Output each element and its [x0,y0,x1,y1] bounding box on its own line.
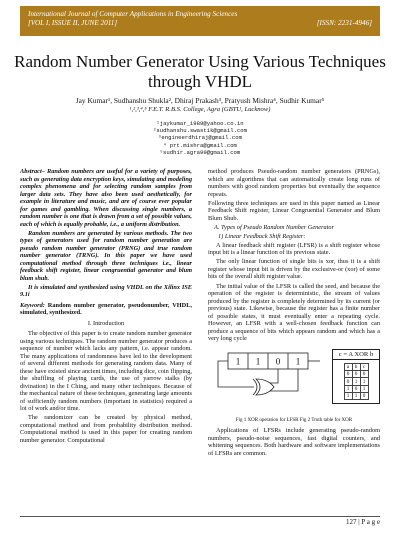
register-cell: 0 [275,356,281,367]
table-cell: 1 [344,392,352,399]
abstract-text: – Random numbers are useful for a variety of purposes, such as generating data encryption keys, simulating and modeling complex phenomena and for selecting random samples from larger data sets. They have also been used aesthetically, for example in literature and music, and are of course ever popular for games and gambling. When discussing single numbers, a random number is one that is drawn from a set of possible values, each of which is equally probable, i.e., a uniform distribution. [20,168,192,228]
author-list: Jay Kumar¹, Sudhanshu Shukla², Dhiraj Prakash³, Pratyush Mishra⁴, Sudhir Kumar⁵ [75,96,325,105]
truth-table-grid [344,363,369,400]
table-row [344,392,368,399]
table-row [344,378,368,385]
body-paragraph: method produces Pseudo-random number generators (PRNGs), which are algorithms that can automatically create long runs of numbers with good random properties but eventually the sequence repeats. [208,168,380,198]
email-line: ²sudhanshu.swastik@gmail.com [153,127,247,135]
email-line: ⁴ prt.mishra@gmail.com [163,141,237,149]
table-header-row [344,364,368,371]
section-heading-intro: I. Introduction [87,319,125,327]
table-cell: 0 [360,371,368,378]
table-cell: 1 [352,392,360,399]
journal-volume: [VOL I, ISSUE II, JUNE 2011] [28,18,118,27]
body-paragraph: The initial value of the LFSR is called the seed, and because the operation of the register is deterministic, the stream of values produced by the register is completely determined by its current (or previous) state. Likewise, because the register has a finite number of possible states, it must eventually enter a repeating cycle. However, an LFSR with a well-chosen feedback function can produce a sequence of bits which appears random and which has a very long cycle [208,282,380,343]
email-line: ⁵sudhir.agra99@gmail.com [159,148,241,156]
table-cell: 0 [344,371,352,378]
table-cell: 0 [360,392,368,399]
truth-table-title: c = A XOR b [333,350,379,361]
table-row [344,371,368,378]
intro-paragraph: The randomizer can be created by physical method, computational method and from probability distribution method. Computational method is used in this paper for creating random number generator. Computational [20,414,192,444]
register-cell: 1 [235,356,241,367]
right-column [208,168,380,459]
table-header-cell: a [344,364,352,371]
page-footer: 127 | P a g e [20,516,380,526]
table-cell: 1 [344,385,352,392]
tap-wire [270,369,278,383]
table-cell: 1 [360,385,368,392]
table-cell: 0 [344,378,352,385]
journal-issn: [ISSN: 2231-4946] [316,19,372,27]
email-line: ³engineerdhiraj@gmail.com [158,134,242,142]
body-paragraph: The only linear function of single bits is xor, thus it is a shift register whose input bit is driven by the exclusive-or (xor) of some bits of the overall shift register value. [208,258,380,281]
affiliation: ¹,²,³,⁴,⁵ F.E.T. R.B.S. College, Agra (GBTU, Lucknow) [129,106,271,113]
table-cell: 0 [352,371,360,378]
lfsr-diagram [208,345,328,415]
register-cell: 1 [295,356,301,367]
email-list [0,120,400,156]
xor-truth-table [332,349,380,404]
tap-wire [270,369,298,391]
figure-caption: Fig 1 XOR operation for LFSR Fig 2 Truth table for XOR [235,417,353,423]
paper-title: Random Number Generator Using Various Techniques through VHDL [14,52,386,91]
body-paragraph: Following three techniques are used in this paper named as Linear Feedback Shift register, Linear Congruential Generator and Blum Blum Shub. [208,199,380,222]
journal-name: International Journal of Computer Applications in Engineering Sciences [28,10,238,18]
left-column [20,168,192,446]
table-header-cell: c [360,364,368,371]
keywords-label: Keyword: [20,301,45,309]
email-line: ¹jaykumar_1989@yahoo.co.in [156,120,244,127]
table-cell: 0 [352,385,360,392]
table-row [344,385,368,392]
abstract-paragraph: It is simulated and synthesized using VHDL on the Xilinx ISE 9.1i [20,283,192,299]
subsubsection-heading: 1) Linear Feedback Shift Register: [218,232,306,240]
body-paragraph: A linear feedback shift register (LFSR) is a shift register whose input bit is a linear function of its previous state. [208,241,380,257]
subsection-heading: A. Types of Pseudo Random Number Generator [214,223,335,231]
register-cell: 1 [255,356,261,367]
keywords [20,302,192,317]
table-cell: 1 [360,378,368,385]
journal-header [20,6,380,36]
intro-paragraph: The objective of this paper is to create random number generator using various techniques. The random number generator produces a sequence of number which lacks any pattern, i.e. appear random. The many applications of randomness have led to the development of several different methods for generating random data. Many of these have existed since ancient times, including dice, coin flipping, the shuffling of playing cards, the use of yarrow stalks (by divination) in the I Ching, and many other techniques. Because of the mechanical nature of these techniques, generating large amounts of sufficiently random numbers (important in statistics) required a lot of work and/or time. [20,330,192,413]
keywords-text: Random number generator, pseudonumber, VHDL, simulated, synthesized. [20,301,192,317]
abstract-label: Abstract [20,168,42,175]
figure-lfsr [208,345,380,415]
abstract-paragraph: Random numbers are generated by various methods. The two types of generators used for random number generation are pseudo random number generator (PRNG) and true random number generator (TRNG). In this paper we have used computational method through three techniques i.e., linear feedback shift register, linear congruential generator and blum blum shub. [20,229,192,282]
table-header-cell: b [352,364,360,371]
body-paragraph: Applications of LFSRs include generating pseudo-random numbers, pseudo-noise sequences, fast digital counters, and whitening sequences. Both hardware and software implementations of LFSRs are common. [208,427,380,457]
abstract [20,168,192,228]
xor-gate-icon [256,379,274,395]
table-cell: 1 [352,378,360,385]
